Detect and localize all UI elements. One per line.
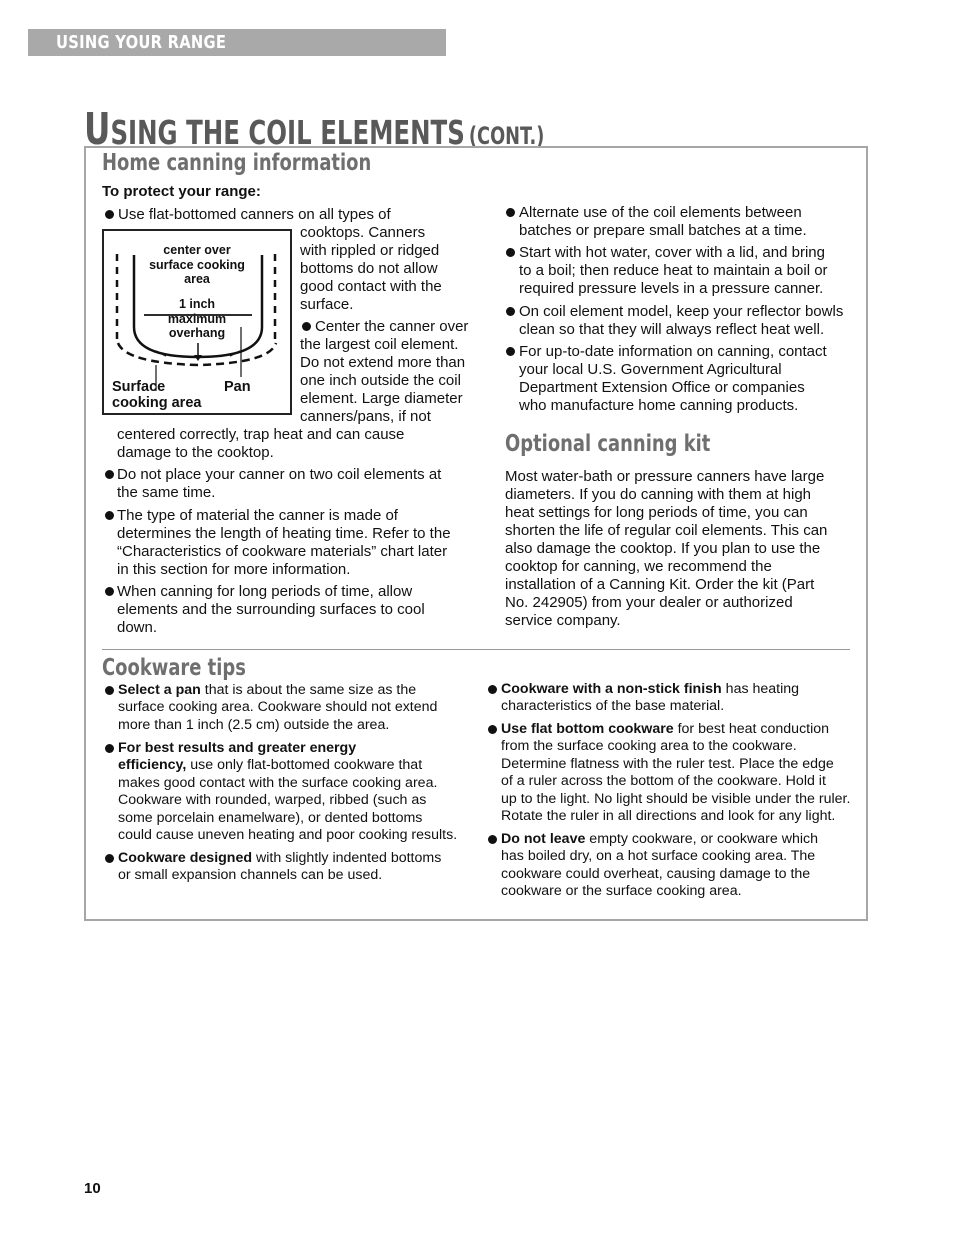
banner-label: USING YOUR RANGE (56, 32, 227, 53)
bullet-dot (488, 725, 497, 734)
bullet-dot (506, 347, 515, 356)
diagram-label-surface: Surface (112, 379, 166, 395)
tip-select-pan: Select a pan that is about the same size as the surface cooking area. Cookware should not extend more than 1 inch (2.5 cm) outside the area. (118, 682, 438, 733)
bullet-dot (105, 854, 114, 863)
section-divider (102, 649, 850, 650)
canning-right-bullet-2: Start with hot water, cover with a lid, and bring to a boil; then reduce heat to maintain a boil or required pressure levels in a pressure canner. (519, 244, 828, 297)
canning-bullet-1-wrap: cooktops. Canners with rippled or ridged bottoms do not allow good contact with the surface. (300, 224, 442, 313)
diagram-label-overhang: overhang (168, 326, 226, 340)
tip-cookware-designed: Cookware designed with slightly indented bottoms or small expansion channels can be used. (118, 850, 442, 884)
canning-bullet-5: When canning for long periods of time, allow elements and the surrounding surfaces to cool down. (117, 583, 425, 636)
diagram-label-surface: cooking area (112, 395, 202, 411)
tip-flat-bottom: Use flat bottom cookware for best heat conduction from the surface cooking area to the cookware. Determine flatness with the ruler test. Place the edge of a ruler across the bottom of the cookware. Hold it up to the light. No light should be visible under the ruler. Rotate the ruler in all directions and look for any light. (501, 721, 851, 825)
title-suffix: (CONT.) (468, 122, 545, 150)
bullet-dot (105, 210, 114, 219)
bullet-dot (488, 835, 497, 844)
canner-diagram (102, 229, 292, 415)
section-banner (28, 29, 446, 56)
tip-non-stick: Cookware with a non-stick finish has heating characteristics of the base material. (501, 681, 800, 715)
diagram-label-center: area (184, 272, 210, 286)
diagram-label-overhang: 1 inch (178, 297, 216, 311)
bullet-dot (105, 511, 114, 520)
title-rest: SING THE COIL ELEMENTS (110, 113, 465, 152)
canning-right-bullet-1: Alternate use of the coil elements between batches or prepare small batches at a time. (519, 204, 807, 239)
bullet-dot (105, 686, 114, 695)
diagram-label-center: center over (163, 243, 231, 257)
canning-bullet-2-rest: centered correctly, trap heat and can cause damage to the cooktop. (117, 426, 405, 461)
bullet-dot (506, 208, 515, 217)
bullet-dot (506, 248, 515, 257)
canning-bullet-2-wrap: Center the canner over the largest coil element. Do not extend more than one inch outside the coil element. Large diameter canners/pans, if not (300, 318, 469, 425)
canning-bullet-3: Do not place your canner on two coil elements at the same time. (117, 466, 442, 501)
diagram-label-center: surface cooking (149, 257, 245, 272)
bullet-dot (506, 307, 515, 316)
optional-kit-heading: Optional canning kit (505, 431, 711, 457)
diagram-label-overhang: maximum (167, 311, 227, 326)
canning-right-bullet-4: For up-to-date information on canning, contact your local U.S. Government Agricultural Department Extension Office or companies who manufacture home canning products. (519, 343, 827, 414)
home-canning-heading: Home canning information (102, 150, 372, 176)
bullet-dot (105, 470, 114, 479)
tip-do-not-leave: Do not leave empty cookware, or cookware which has boiled dry, on a hot surface cooking area. The cookware could overheat, causing damage to the cookware or the surface cooking area. (501, 831, 818, 900)
tip-best-results: For best results and greater energy efficiency, use only flat-bottomed cookware that makes good contact with the surface cooking area. Cookware with rounded, warped, ribbed (such as some porcelain enamelware), or dented bottoms could cause uneven heating and poor cooking results. (118, 740, 458, 844)
bullet-dot (105, 744, 114, 753)
diagram-label-pan: Pan (224, 379, 251, 395)
canning-right-bullet-3: On coil element model, keep your reflector bowls clean so that they will always reflect heat well. (519, 303, 844, 338)
page-number: 10 (84, 1180, 101, 1197)
canning-bullet-4: The type of material the canner is made of determines the length of heating time. Refer to the “Characteristics of cookware materials” chart later in this section for more information. (117, 507, 451, 578)
title-initial: U (84, 104, 111, 155)
cookware-tips-heading: Cookware tips (102, 655, 246, 681)
bullet-dot (488, 685, 497, 694)
protect-range-subheading: To protect your range: (102, 183, 261, 200)
bullet-dot (105, 587, 114, 596)
optional-kit-paragraph: Most water-bath or pressure canners have large diameters. If you do canning with them at high heat settings for long periods of time, you can shorten the life of regular coil elements. This can also damage the cooktop. If you plan to use the cooktop for canning, we recommend the installation of a Canning Kit. Order the kit (Part No. 242905) from your dealer or authorized service company. (505, 468, 828, 629)
canning-bullet-1-line: Use flat-bottomed canners on all types of (118, 206, 391, 223)
